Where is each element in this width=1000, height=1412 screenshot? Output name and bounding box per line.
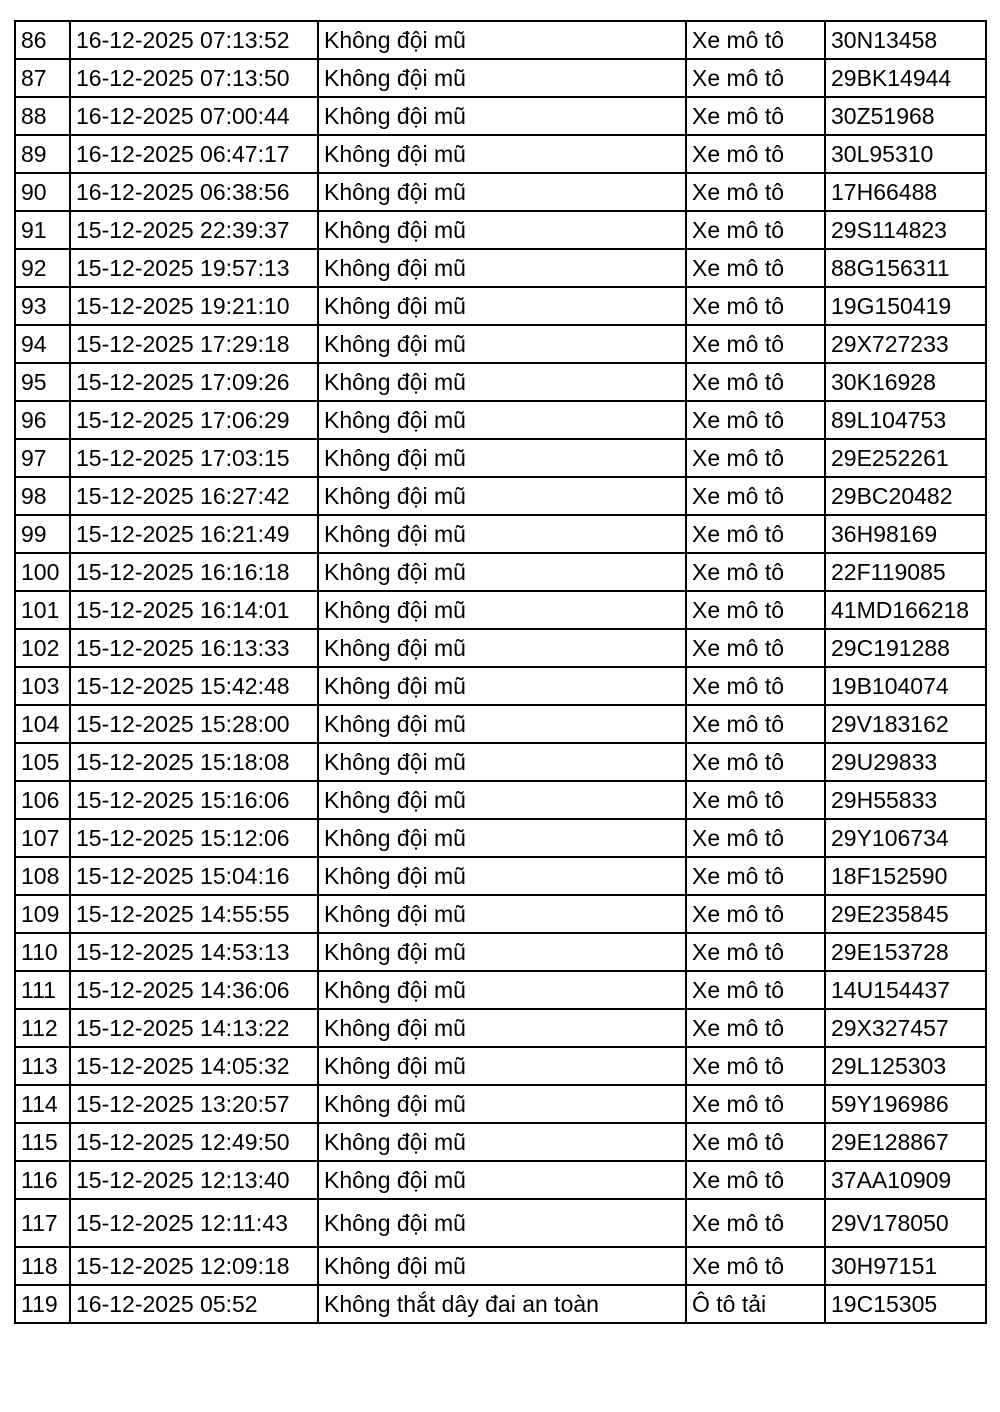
- table-row: [15, 1085, 986, 1123]
- timestamp-cell: 16-12-2025 06:47:17: [70, 135, 318, 173]
- vehicle-type-cell: Xe mô tô: [686, 363, 825, 401]
- table-row: [15, 1161, 986, 1199]
- license-plate-cell: 59Y196986: [825, 1085, 986, 1123]
- violation-cell: Không đội mũ: [318, 1161, 686, 1199]
- timestamp-cell: 15-12-2025 17:03:15: [70, 439, 318, 477]
- license-plate-cell: 29X327457: [825, 1009, 986, 1047]
- license-plate-cell: 30N13458: [825, 21, 986, 59]
- row-number-cell: 91: [15, 211, 70, 249]
- violation-cell: Không đội mũ: [318, 515, 686, 553]
- table-row: [15, 515, 986, 553]
- table-row: [15, 173, 986, 211]
- table-row: [15, 1047, 986, 1085]
- violation-cell: Không đội mũ: [318, 439, 686, 477]
- violation-cell: Không đội mũ: [318, 857, 686, 895]
- violation-cell: Không đội mũ: [318, 667, 686, 705]
- row-number-cell: 92: [15, 249, 70, 287]
- license-plate-cell: 29E153728: [825, 933, 986, 971]
- row-number-cell: 108: [15, 857, 70, 895]
- row-number-cell: 119: [15, 1285, 70, 1323]
- row-number-cell: 103: [15, 667, 70, 705]
- row-number-cell: 90: [15, 173, 70, 211]
- timestamp-cell: 15-12-2025 16:21:49: [70, 515, 318, 553]
- table-row: [15, 819, 986, 857]
- violation-cell: Không đội mũ: [318, 819, 686, 857]
- violation-cell: Không đội mũ: [318, 1047, 686, 1085]
- row-number-cell: 118: [15, 1247, 70, 1285]
- timestamp-cell: 15-12-2025 17:29:18: [70, 325, 318, 363]
- vehicle-type-cell: Ô tô tải: [686, 1285, 825, 1323]
- table-row: [15, 21, 986, 59]
- license-plate-cell: 29E235845: [825, 895, 986, 933]
- license-plate-cell: 89L104753: [825, 401, 986, 439]
- row-number-cell: 105: [15, 743, 70, 781]
- timestamp-cell: 15-12-2025 15:04:16: [70, 857, 318, 895]
- table-row: [15, 781, 986, 819]
- timestamp-cell: 16-12-2025 07:13:50: [70, 59, 318, 97]
- license-plate-cell: 18F152590: [825, 857, 986, 895]
- license-plate-cell: 36H98169: [825, 515, 986, 553]
- table-row: [15, 439, 986, 477]
- timestamp-cell: 16-12-2025 07:13:52: [70, 21, 318, 59]
- license-plate-cell: 29H55833: [825, 781, 986, 819]
- violation-cell: Không đội mũ: [318, 705, 686, 743]
- table-row: [15, 135, 986, 173]
- vehicle-type-cell: Xe mô tô: [686, 477, 825, 515]
- license-plate-cell: 30L95310: [825, 135, 986, 173]
- timestamp-cell: 15-12-2025 16:16:18: [70, 553, 318, 591]
- violation-cell: Không đội mũ: [318, 971, 686, 1009]
- timestamp-cell: 16-12-2025 06:38:56: [70, 173, 318, 211]
- violation-cell: Không đội mũ: [318, 629, 686, 667]
- violation-cell: Không đội mũ: [318, 135, 686, 173]
- row-number-cell: 97: [15, 439, 70, 477]
- table-row: [15, 1009, 986, 1047]
- violation-cell: Không đội mũ: [318, 553, 686, 591]
- row-number-cell: 115: [15, 1123, 70, 1161]
- timestamp-cell: 15-12-2025 12:13:40: [70, 1161, 318, 1199]
- violation-cell: Không đội mũ: [318, 781, 686, 819]
- timestamp-cell: 16-12-2025 07:00:44: [70, 97, 318, 135]
- table-row: [15, 477, 986, 515]
- table-row: [15, 325, 986, 363]
- timestamp-cell: 15-12-2025 15:12:06: [70, 819, 318, 857]
- row-number-cell: 93: [15, 287, 70, 325]
- table-row: [15, 97, 986, 135]
- license-plate-cell: 29BK14944: [825, 59, 986, 97]
- timestamp-cell: 15-12-2025 14:05:32: [70, 1047, 318, 1085]
- vehicle-type-cell: Xe mô tô: [686, 1123, 825, 1161]
- vehicle-type-cell: Xe mô tô: [686, 857, 825, 895]
- row-number-cell: 116: [15, 1161, 70, 1199]
- row-number-cell: 86: [15, 21, 70, 59]
- timestamp-cell: 15-12-2025 16:14:01: [70, 591, 318, 629]
- license-plate-cell: 14U154437: [825, 971, 986, 1009]
- violations-table-body: [15, 21, 986, 1323]
- violation-cell: Không đội mũ: [318, 211, 686, 249]
- vehicle-type-cell: Xe mô tô: [686, 211, 825, 249]
- vehicle-type-cell: Xe mô tô: [686, 287, 825, 325]
- row-number-cell: 95: [15, 363, 70, 401]
- violation-cell: Không thắt dây đai an toàn: [318, 1285, 686, 1323]
- table-row: [15, 249, 986, 287]
- timestamp-cell: 15-12-2025 15:18:08: [70, 743, 318, 781]
- license-plate-cell: 22F119085: [825, 553, 986, 591]
- violation-cell: Không đội mũ: [318, 401, 686, 439]
- row-number-cell: 110: [15, 933, 70, 971]
- vehicle-type-cell: Xe mô tô: [686, 325, 825, 363]
- timestamp-cell: 15-12-2025 17:09:26: [70, 363, 318, 401]
- license-plate-cell: 29U29833: [825, 743, 986, 781]
- timestamp-cell: 15-12-2025 14:13:22: [70, 1009, 318, 1047]
- vehicle-type-cell: Xe mô tô: [686, 971, 825, 1009]
- table-row: [15, 591, 986, 629]
- table-row: [15, 401, 986, 439]
- timestamp-cell: 15-12-2025 14:36:06: [70, 971, 318, 1009]
- vehicle-type-cell: Xe mô tô: [686, 1047, 825, 1085]
- table-row: [15, 743, 986, 781]
- license-plate-cell: 29L125303: [825, 1047, 986, 1085]
- table-row: [15, 287, 986, 325]
- table-row: [15, 1199, 986, 1247]
- license-plate-cell: 19C15305: [825, 1285, 986, 1323]
- license-plate-cell: 29Y106734: [825, 819, 986, 857]
- vehicle-type-cell: Xe mô tô: [686, 781, 825, 819]
- timestamp-cell: 15-12-2025 19:21:10: [70, 287, 318, 325]
- vehicle-type-cell: Xe mô tô: [686, 97, 825, 135]
- license-plate-cell: 19G150419: [825, 287, 986, 325]
- row-number-cell: 114: [15, 1085, 70, 1123]
- vehicle-type-cell: Xe mô tô: [686, 1009, 825, 1047]
- table-row: [15, 895, 986, 933]
- row-number-cell: 100: [15, 553, 70, 591]
- violation-cell: Không đội mũ: [318, 21, 686, 59]
- timestamp-cell: 15-12-2025 16:27:42: [70, 477, 318, 515]
- violation-cell: Không đội mũ: [318, 1123, 686, 1161]
- license-plate-cell: 88G156311: [825, 249, 986, 287]
- row-number-cell: 89: [15, 135, 70, 173]
- violation-cell: Không đội mũ: [318, 1247, 686, 1285]
- table-row: [15, 667, 986, 705]
- license-plate-cell: 29X727233: [825, 325, 986, 363]
- vehicle-type-cell: Xe mô tô: [686, 439, 825, 477]
- row-number-cell: 112: [15, 1009, 70, 1047]
- violation-cell: Không đội mũ: [318, 173, 686, 211]
- violation-cell: Không đội mũ: [318, 895, 686, 933]
- violation-cell: Không đội mũ: [318, 933, 686, 971]
- timestamp-cell: 15-12-2025 22:39:37: [70, 211, 318, 249]
- row-number-cell: 111: [15, 971, 70, 1009]
- table-row: [15, 553, 986, 591]
- license-plate-cell: 30Z51968: [825, 97, 986, 135]
- license-plate-cell: 29V183162: [825, 705, 986, 743]
- violation-cell: Không đội mũ: [318, 591, 686, 629]
- timestamp-cell: 15-12-2025 14:53:13: [70, 933, 318, 971]
- timestamp-cell: 15-12-2025 15:16:06: [70, 781, 318, 819]
- row-number-cell: 106: [15, 781, 70, 819]
- vehicle-type-cell: Xe mô tô: [686, 1161, 825, 1199]
- license-plate-cell: 37AA10909: [825, 1161, 986, 1199]
- vehicle-type-cell: Xe mô tô: [686, 667, 825, 705]
- timestamp-cell: 15-12-2025 13:20:57: [70, 1085, 318, 1123]
- timestamp-cell: 15-12-2025 12:49:50: [70, 1123, 318, 1161]
- vehicle-type-cell: Xe mô tô: [686, 591, 825, 629]
- table-row: [15, 211, 986, 249]
- vehicle-type-cell: Xe mô tô: [686, 1247, 825, 1285]
- license-plate-cell: 30K16928: [825, 363, 986, 401]
- table-row: [15, 1247, 986, 1285]
- license-plate-cell: 29E128867: [825, 1123, 986, 1161]
- violation-cell: Không đội mũ: [318, 743, 686, 781]
- vehicle-type-cell: Xe mô tô: [686, 59, 825, 97]
- row-number-cell: 109: [15, 895, 70, 933]
- violation-cell: Không đội mũ: [318, 97, 686, 135]
- timestamp-cell: 15-12-2025 12:09:18: [70, 1247, 318, 1285]
- license-plate-cell: 29V178050: [825, 1199, 986, 1247]
- table-row: [15, 59, 986, 97]
- row-number-cell: 113: [15, 1047, 70, 1085]
- license-plate-cell: 19B104074: [825, 667, 986, 705]
- row-number-cell: 99: [15, 515, 70, 553]
- timestamp-cell: 15-12-2025 17:06:29: [70, 401, 318, 439]
- row-number-cell: 87: [15, 59, 70, 97]
- violation-cell: Không đội mũ: [318, 325, 686, 363]
- table-row: [15, 933, 986, 971]
- vehicle-type-cell: Xe mô tô: [686, 135, 825, 173]
- timestamp-cell: 15-12-2025 12:11:43: [70, 1199, 318, 1247]
- violation-cell: Không đội mũ: [318, 249, 686, 287]
- violation-cell: Không đội mũ: [318, 59, 686, 97]
- license-plate-cell: 30H97151: [825, 1247, 986, 1285]
- violation-cell: Không đội mũ: [318, 1085, 686, 1123]
- vehicle-type-cell: Xe mô tô: [686, 895, 825, 933]
- table-row: [15, 857, 986, 895]
- table-row: [15, 363, 986, 401]
- violation-cell: Không đội mũ: [318, 287, 686, 325]
- table-row: [15, 705, 986, 743]
- license-plate-cell: 29BC20482: [825, 477, 986, 515]
- vehicle-type-cell: Xe mô tô: [686, 515, 825, 553]
- violation-cell: Không đội mũ: [318, 1009, 686, 1047]
- violation-cell: Không đội mũ: [318, 363, 686, 401]
- row-number-cell: 117: [15, 1199, 70, 1247]
- timestamp-cell: 15-12-2025 14:55:55: [70, 895, 318, 933]
- table-row: [15, 629, 986, 667]
- vehicle-type-cell: Xe mô tô: [686, 249, 825, 287]
- license-plate-cell: 17H66488: [825, 173, 986, 211]
- row-number-cell: 96: [15, 401, 70, 439]
- vehicle-type-cell: Xe mô tô: [686, 705, 825, 743]
- vehicle-type-cell: Xe mô tô: [686, 933, 825, 971]
- license-plate-cell: 29C191288: [825, 629, 986, 667]
- vehicle-type-cell: Xe mô tô: [686, 1199, 825, 1247]
- timestamp-cell: 15-12-2025 19:57:13: [70, 249, 318, 287]
- vehicle-type-cell: Xe mô tô: [686, 401, 825, 439]
- timestamp-cell: 15-12-2025 16:13:33: [70, 629, 318, 667]
- vehicle-type-cell: Xe mô tô: [686, 743, 825, 781]
- timestamp-cell: 15-12-2025 15:42:48: [70, 667, 318, 705]
- table-row: [15, 1285, 986, 1323]
- row-number-cell: 88: [15, 97, 70, 135]
- license-plate-cell: 41MD166218: [825, 591, 986, 629]
- vehicle-type-cell: Xe mô tô: [686, 553, 825, 591]
- row-number-cell: 98: [15, 477, 70, 515]
- vehicle-type-cell: Xe mô tô: [686, 819, 825, 857]
- timestamp-cell: 15-12-2025 15:28:00: [70, 705, 318, 743]
- vehicle-type-cell: Xe mô tô: [686, 1085, 825, 1123]
- row-number-cell: 101: [15, 591, 70, 629]
- vehicle-type-cell: Xe mô tô: [686, 629, 825, 667]
- vehicle-type-cell: Xe mô tô: [686, 173, 825, 211]
- violations-table: [14, 20, 987, 1324]
- row-number-cell: 104: [15, 705, 70, 743]
- violation-cell: Không đội mũ: [318, 477, 686, 515]
- row-number-cell: 94: [15, 325, 70, 363]
- row-number-cell: 107: [15, 819, 70, 857]
- license-plate-cell: 29E252261: [825, 439, 986, 477]
- row-number-cell: 102: [15, 629, 70, 667]
- table-row: [15, 971, 986, 1009]
- license-plate-cell: 29S114823: [825, 211, 986, 249]
- timestamp-cell: 16-12-2025 05:52: [70, 1285, 318, 1323]
- table-row: [15, 1123, 986, 1161]
- violation-cell: Không đội mũ: [318, 1199, 686, 1247]
- vehicle-type-cell: Xe mô tô: [686, 21, 825, 59]
